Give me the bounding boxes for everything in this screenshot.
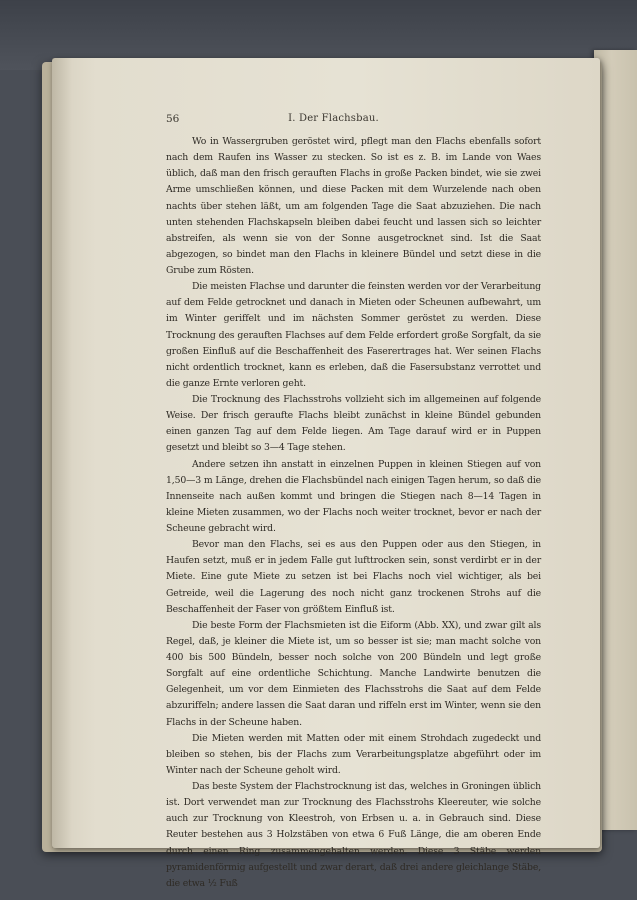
paragraph: Andere setzen ihn anstatt in einzelnen Puppen in kleinen Stiegen auf von 1,50—3 m Länge, drehen die Flachsbündel nach einigen Tagen herum, so daß die Innenseite nach außen kommt und bringen die Stiegen nach 8—14 Tagen in kleine Mieten zusammen, wo der Flachs noch weiter trocknet, bevor er nach der Scheune gebracht wird.	[166, 458, 541, 534]
paragraph: Wo in Wassergruben geröstet wird, pflegt man den Flachs ebenfalls sofort nach dem Raufen ins Wasser zu stecken. So ist es z. B. im Lande von Waes üblich, daß man den frisch gerauften Flachs in große Packen bindet, wie sie zwei Arme umschließen können, und diese Packen mit dem Wurzelende nach oben nachts über stehen läßt, um am folgenden Tage die Saat abzuziehen. Die nach unten stehenden Flachskapseln bleiben dabei feucht und lassen sich so leichter abstreifen, als wenn sie von der Sonne ausgetrocknet sind. Ist die Saat abgezogen, so bindet man den Flachs in kleinere Bündel und setzt diese in die Grube zum Rösten.	[166, 136, 541, 276]
paragraph: Die Trocknung des Flachsstrohs vollzieht sich im allgemeinen auf folgende Weise. Der frisch geraufte Flachs bleibt zunächst in kleine Bündel gebunden einen ganzen Tag auf dem Felde liegen. Am Tage darauf wird er in Puppen gesetzt und bleibt so 3—4 Tage stehen.	[166, 394, 541, 454]
page-header	[112, 113, 555, 129]
paragraph: Die meisten Flachse und darunter die feinsten werden vor der Verarbeitung auf dem Felde getrocknet und danach in Mieten oder Scheunen aufbewahrt, um im Winter geriffelt und im nächsten Sommer geröstet zu werden. Diese Trocknung des gerauften Flachses auf dem Felde erfordert große Sorgfalt, da sie großen Einfluß auf die Beschaffenheit des Faserertrages hat. Wer seinen Flachs nicht ordentlich trocknet, kann es erleben, daß die Fasersubstanz verrottet und die ganze Ernte verloren geht.	[166, 281, 541, 389]
paragraph: Die beste Form der Flachsmieten ist die Eiform (Abb. XX), und zwar gilt als Regel, daß, je kleiner die Miete ist, um so besser ist sie; man macht solche von 400 bis 500 Bündeln, besser noch solche von 200 Bündeln und legt große Sorgfalt auf eine ordentliche Schichtung. Manche Landwirte benutzen die Gelegenheit, um vor dem Einmieten des Flachsstrohs die Saat auf dem Felde abzuriffeln; andere lassen die Saat daran und riffeln erst im Winter, wenn sie den Flachs in der Scheune haben.	[166, 619, 541, 728]
paragraph: Die Mieten werden mit Matten oder mit einem Strohdach zugedeckt und bleiben so stehen, bis der Flachs zum Verarbeitungsplatze abgeführt oder im Winter nach der Scheune geholt wird.	[166, 732, 541, 776]
paragraph: Bevor man den Flachs, sei es aus den Puppen oder aus den Stiegen, in Haufen setzt, muß er in jedem Falle gut lufttrocken sein, sonst verdirbt er in der Miete. Eine gute Miete zu setzen ist bei Flachs noch viel wichtiger, als bei Getreide, weil die Lagerung des noch nicht ganz trockenen Strohs auf die Beschaffenheit der Faser von größtem Einfluß ist.	[166, 539, 541, 615]
paragraph: Das beste System der Flachstrocknung ist das, welches in Groningen üblich ist. Dort verwendet man zur Trocknung des Flachsstrohs Kleereuter, wie solche auch zur Trocknung von Kleestroh, von Erbsen u. a. in Gebrauch sind. Diese Reuter bestehen aus 3 Holzstäben von etwa 6 Fuß Länge, die am oberen Ende durch einen Ring zusammengehalten werden. Diese 3 Stäbe werden pyramidenförmig aufgestellt und zwar derart, daß drei andere gleichlange Stäbe, die etwa ½ Fuß	[166, 781, 541, 889]
page-number: 56	[166, 113, 180, 125]
running-head: I. Der Flachsbau.	[288, 113, 379, 124]
body-text	[166, 134, 541, 892]
